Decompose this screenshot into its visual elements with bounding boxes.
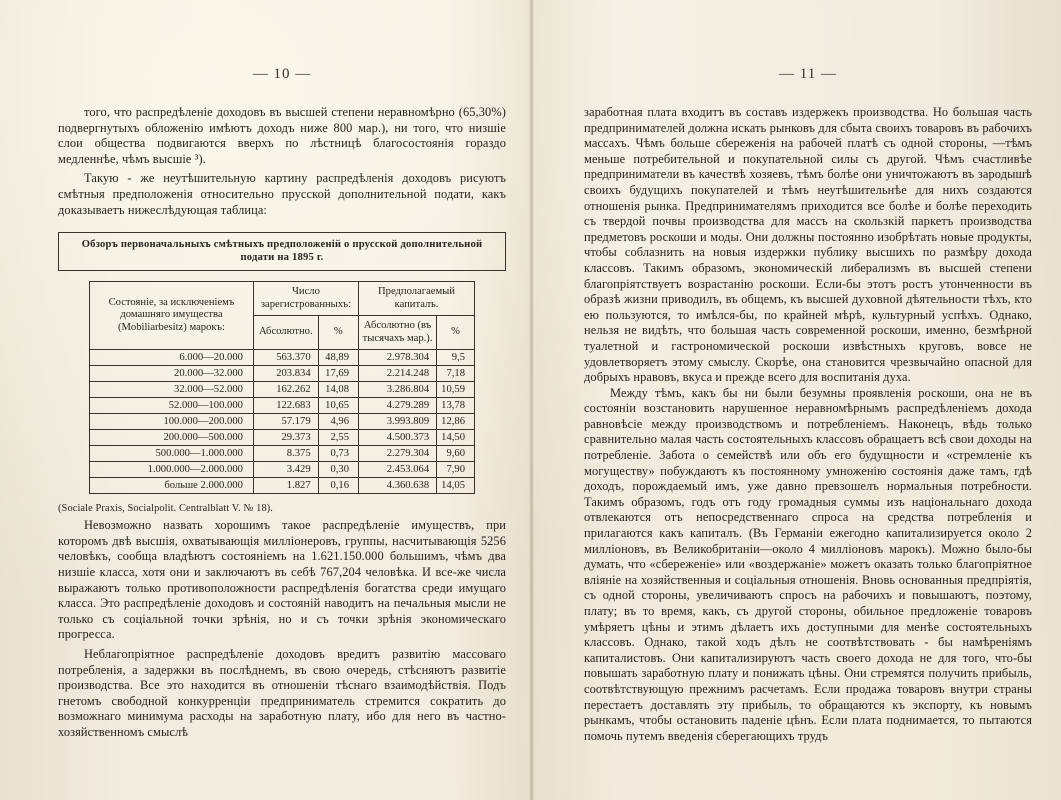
cell-count: 29.373 [253,430,318,446]
cell-capital-pct: 14,05 [437,478,475,494]
cell-capital-pct: 10,59 [437,382,475,398]
table-subheader-count-pct: % [318,316,358,350]
paragraph: Такую - же неутѣшительную картину распредѣленія доходовъ рисуютъ смѣтныя предположенія относительно прусской дополнительной подати, какъ доказываетъ нижеслѣдующая таблица: [58,171,506,217]
table-row [90,478,475,494]
cell-range: 32.000—52.000 [90,382,254,398]
cell-count-pct: 0,30 [318,462,358,478]
cell-range: 1.000.000—2.000.000 [90,462,254,478]
cell-count-pct: 10,65 [318,398,358,414]
cell-count: 57.179 [253,414,318,430]
cell-count: 8.375 [253,446,318,462]
cell-capital: 2.214.248 [359,366,437,382]
table-row [90,462,475,478]
cell-count-pct: 17,69 [318,366,358,382]
cell-count: 122.683 [253,398,318,414]
paragraph: Невозможно назвать хорошимъ такое распредѣленіе имуществъ, при которомъ двѣ высшія, охватывающія милліонеровъ, группы, насчитывающія 5256 человѣкъ, сообща владѣютъ состояніемъ на 1.621.150.000 большимъ, чѣмъ два низшіе класса, хотя они и заключаютъ въ себѣ 767,204 человѣка. И все-же числа выражаютъ только противоположности распредѣленія богатства среди имущаго класса. Это распредѣленіе доходовъ и состояній наводитъ на печальныя мысли не только съ соціальной точки зрѣнія, но и съ точки зрѣнія экономическаго прогресса. [58,518,506,642]
table-row [90,446,475,462]
cell-capital-pct: 9,60 [437,446,475,462]
cell-count-pct: 0,73 [318,446,358,462]
table-subheader-count-abs: Абсолютно. [253,316,318,350]
cell-capital: 4.360.638 [359,478,437,494]
table-row [90,350,475,366]
cell-capital-pct: 9,5 [437,350,475,366]
cell-count: 3.429 [253,462,318,478]
table-header-state: Состояніе, за исключеніемъ домашняго имущества (Mobiliarbesitz) марокъ: [90,282,254,350]
page-number-left: — 10 — [252,66,312,82]
cell-capital: 4.279.289 [359,398,437,414]
table-row [90,366,475,382]
cell-capital: 2.978.304 [359,350,437,366]
table-row [90,414,475,430]
cell-count-pct: 0,16 [318,478,358,494]
table-row [90,430,475,446]
cell-capital: 4.500.373 [359,430,437,446]
cell-range: 52.000—100.000 [90,398,254,414]
cell-count-pct: 14,08 [318,382,358,398]
cell-capital-pct: 7,18 [437,366,475,382]
table-header-registered: Число зарегистрованныхъ: [253,282,358,316]
cell-capital-pct: 14,50 [437,430,475,446]
table-caption: Обзоръ первоначальныхъ смѣтныхъ предположеній о прусской дополнительной подати на 1895 г. [58,232,506,271]
cell-range: 200.000—500.000 [90,430,254,446]
cell-range: 500.000—1.000.000 [90,446,254,462]
cell-count-pct: 4,96 [318,414,358,430]
cell-capital-pct: 7,90 [437,462,475,478]
cell-count: 563.370 [253,350,318,366]
book-gutter [529,0,534,800]
cell-count: 1.827 [253,478,318,494]
cell-count: 203.834 [253,366,318,382]
cell-capital: 3.993.809 [359,414,437,430]
cell-capital: 2.279.304 [359,446,437,462]
cell-count-pct: 48,89 [318,350,358,366]
cell-range: 6.000—20.000 [90,350,254,366]
cell-capital: 2.453.064 [359,462,437,478]
paragraph: заработная плата входитъ въ составъ издержекъ производства. Но большая часть предпринимателей должна искать рынковъ для сбыта своихъ товаровъ въ рабочихъ массахъ. Чѣмъ больше сбереженія на рабочей платѣ съ одной стороны, —тѣмъ меньше потребительной и покупательной силы съ другой. Чѣмъ счастливѣе предприниматели въ качествѣ хозяевъ, тѣмъ болѣе они уничтожаютъ въ зародышѣ своихъ будущихъ покупателей и тѣмъ неутѣшительнѣе для нихъ создаются отношенія рынка. Предпринимателямъ приходится все болѣе и болѣе переходить съ твердой почвы производства для массъ на скользкій паркетъ производства предметовъ роскоши и моды. Они должны постоянно изобрѣтать новые продукты, чтобы соблазнить на новыя издержки публику высшихъ по размѣру дохода классовъ. Такимъ образомъ, экономическій либерализмъ въ высшей степени благопріятствуетъ возрастанію роскоши. Если-бы этотъ ростъ утонченности въ образѣ жизни приводилъ, въ общемъ, къ высшей духовной дѣятельности тѣхъ, кто ею пользуются, то имѣлся-бы, по крайней мѣрѣ, культурный успѣхъ. Однако, нельзя не видѣть, что большая часть современной роскоши, именно, безмѣрной туалетной и гастрономической роскоши извѣстныхъ круговъ, вовсе не удовлетворяетъ этому смыслу. Скорѣе, она становится чрезвычайно опасной для добрыхъ нравовъ, вкуса и прежде всего для воспитанія духа. [584,105,1032,385]
paragraph: того, что распредѣленіе доходовъ въ высшей степени неравномѣрно (65,30%) подвергнутыхъ обложенію имѣютъ доходъ ниже 800 мар.), ни того, что низшіе слои общества подвигаются вверхъ по лѣстницѣ благосостоянія гораздо медленнѣе, чѣмъ высшіе ³). [58,105,506,166]
paragraph: Неблагопріятное распредѣленіе доходовъ вредитъ развитію массоваго потребленія, а задержки въ послѣднемъ, въ свою очередь, стѣсняютъ развитіе производства. Все это находится въ отношеніи тѣснаго взаимодѣйствія. Подъ гнетомъ свободной конкурренціи предприниматель стремится сократить до возможнаго минимума расходы на заработную плату, ибо для него въ частно-хозяйственномъ смыслѣ [58,646,506,739]
cell-range: 20.000—32.000 [90,366,254,382]
cell-count: 162.262 [253,382,318,398]
table-body [90,350,475,494]
paragraph: Между тѣмъ, какъ бы ни были безумны проявленія роскоши, она не въ состояніи возстановить нарушенное неравномѣрнымъ распредѣленіемъ дохода равновѣсіе между производствомъ и потребленіемъ. Наконецъ, вѣдь только сравнительно малая часть состоятельныхъ классовъ обращаетъ всѣ свои доходы на потребленіе. Забота о семействѣ или объ его будущности и «стремленіе къ могуществу» побуждаютъ къ постоянному умноженію состоянія даже тамъ, гдѣ доходъ, порождаемый имъ, уже давно превзошелъ нормальныя потребности. Такимъ образомъ, годъ отъ году громадныя суммы изъ національнаго дохода отвлекаются отъ непосредственнаго спроса на средства потребленія и прилагаются какъ капиталъ. (Въ Германіи ежегодно капитализируется около 2 милліоновъ, въ Великобританіи—около 4 милліоновъ марокъ). Можно было-бы думать, что «сбереженіе» или «воздержаніе» можетъ оказать только благопріятное вліяніе на хозяйственныя и соціальныя отношенія. Вновь основанныя предпріятія, съ одной стороны, увеличиваютъ спросъ на рабочихъ и повышаютъ, поэтому, плату; въ то время, какъ, съ другой стороны, обильное предложеніе товаровъ умѣряетъ цѣны и этимъ дѣлаетъ ихъ доступными для менѣе состоятельныхъ классовъ. Однако, такой ходъ дѣлъ не соотвѣтствовать - бы намѣреніямъ капиталистовъ. Они капитализируютъ часть своего дохода не для того, что-бы повышать заработную плату и понижать цѣны. Они стремятся получить прибыль, соотвѣтствующую прежнимъ расчетамъ. Если продажа товаровъ внутри страны перестаетъ доставлять эту прибыль, то обращаются къ экспорту, къ новымъ рынкамъ, чтобы остановить паденіе цѣнъ. Если плата поднимается, то пытаются помочь путемъ введенія сберегающихъ трудъ [584,385,1032,743]
cell-capital: 3.286.804 [359,382,437,398]
right-page [584,0,1032,744]
cell-range: больше 2.000.000 [90,478,254,494]
cell-count-pct: 2,55 [318,430,358,446]
table-row [90,382,475,398]
cell-capital-pct: 12,86 [437,414,475,430]
table-row [90,398,475,414]
left-page [58,0,506,740]
table-header-capital: Предполагаемый капиталъ. [359,282,475,316]
cell-capital-pct: 13,78 [437,398,475,414]
table-subheader-capital-abs: Абсолютно (въ тысячахъ мар.). [359,316,437,350]
cell-range: 100.000—200.000 [90,414,254,430]
income-distribution-table [89,281,475,494]
page-number-right: — 11 — [779,66,837,82]
table-subheader-capital-pct: % [437,316,475,350]
table-source-note: (Sociale Praxis, Socialpolit. Centralblatt V. № 18). [58,503,274,515]
